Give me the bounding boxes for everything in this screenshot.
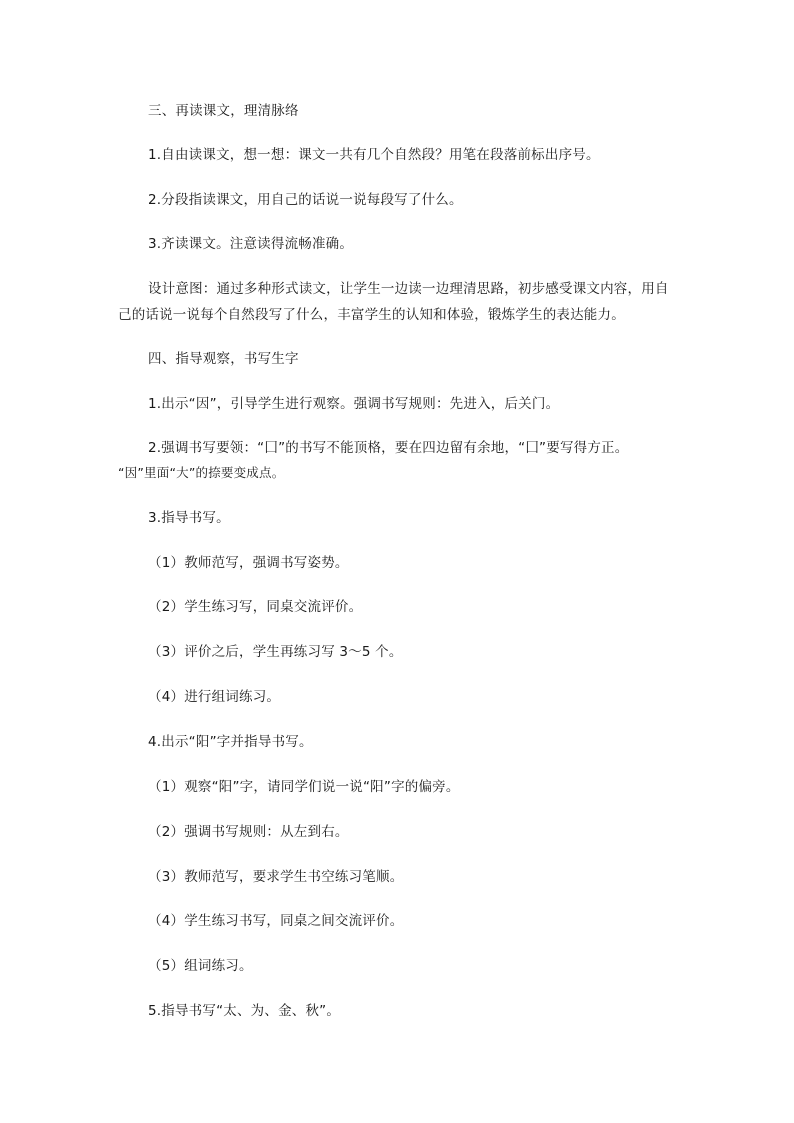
list-item-practice-again: （3）评价之后，学生再练习写 3～5 个。 [148,644,403,660]
list-item-word-building: （5）组词练习。 [148,958,253,974]
list-item-observe-yang: （1）观察“阳”字，请同学们说一说“阳”字的偏旁。 [148,779,460,795]
list-item-student-practice: （2）学生练习写，同桌交流评价。 [148,599,363,615]
paragraph-writing-tips-line-1: 2.强调书写要领：“囗”的书写不能顶格，要在四边留有余地，“囗”要写得方正。 [148,440,629,456]
paragraph-show-yin: 1.出示“因”，引导学生进行观察。强调书写规则：先进入，后关门。 [148,396,560,412]
section-heading-writing: 四、指导观察，书写生字 [148,351,299,367]
design-intent-line-2: 己的话说一说每个自然段写了什么，丰富学生的认知和体验，锻炼学生的表达能力。 [118,307,625,323]
paragraph-show-yang: 4.出示“阳”字并指导书写。 [148,734,313,750]
list-item-teacher-demo: （1）教师范写，强调书写姿势。 [148,555,349,571]
list-item-air-writing: （3）教师范写，要求学生书空练习笔顺。 [148,869,404,885]
paragraph-step-3: 3.齐读课文。注意读得流畅准确。 [148,236,354,252]
list-item-peer-review: （4）学生练习书写，同桌之间交流评价。 [148,913,404,929]
paragraph-step-1: 1.自由读课文，想一想：课文一共有几个自然段？用笔在段落前标出序号。 [148,147,600,163]
list-item-writing-rule: （2）强调书写规则：从左到右。 [148,824,349,840]
paragraph-guide-writing: 3.指导书写。 [148,510,230,526]
paragraph-step-2: 2.分段指读课文，用自己的话说一说每段写了什么。 [148,192,463,208]
section-heading-reread: 三、再读课文，理清脉络 [148,103,299,119]
list-item-word-practice: （4）进行组词练习。 [148,689,281,705]
paragraph-writing-tips-line-2: “因”里面“大”的捺要变成点。 [118,465,285,480]
design-intent-line-1: 设计意图：通过多种形式读文，让学生一边读一边理清思路，初步感受课文内容，用自 [148,281,669,297]
paragraph-guide-four-characters: 5.指导书写“太、为、金、秋”。 [148,1003,341,1019]
